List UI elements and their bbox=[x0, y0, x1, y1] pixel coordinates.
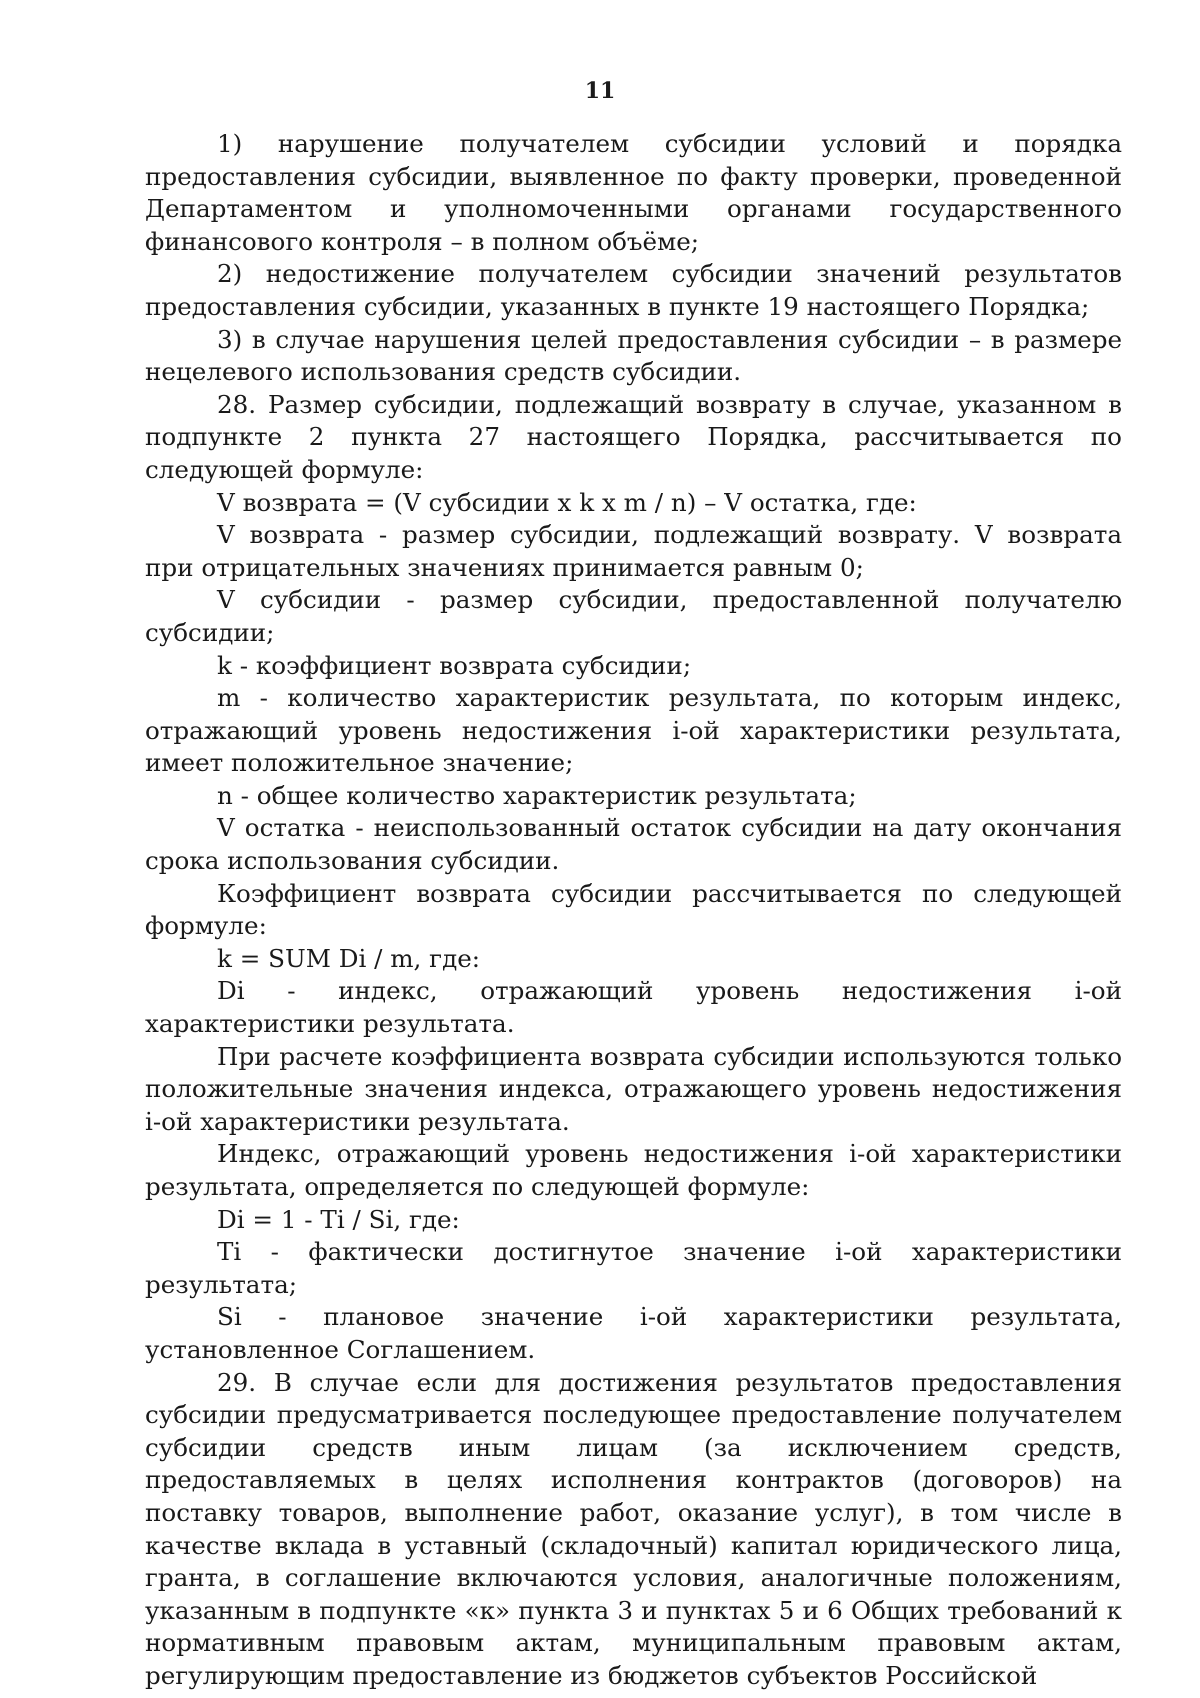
definition-m: m - количество характеристик результата, по которым индекс, отражающий уровень недостижения i-ой характеристики результата, имеет положительное значение; bbox=[145, 683, 1122, 778]
paragraph-item-1-violation: 1) нарушение получателем субсидии условий и порядка предоставления субсидии, выявленное по факту проверки, проведенной Департаментом и уполномоченными органами государственного финансового контроля – в полном объёме; bbox=[145, 129, 1122, 256]
page-number: 11 bbox=[584, 78, 616, 104]
formula-k: k = SUM Di / m, где: bbox=[217, 943, 481, 973]
paragraph-coefficient-intro: Коэффициент возврата субсидии рассчитывается по следующей формуле: bbox=[145, 878, 1122, 941]
paragraph-positive-values: При расчете коэффициента возврата субсидии используются только положительные значения индекса, отражающего уровень недостижения i-ой характеристики результата. bbox=[145, 1041, 1122, 1136]
paragraph-item-3-misuse: 3) в случае нарушения целей предоставления субсидии – в размере нецелевого использования средств субсидии. bbox=[145, 324, 1122, 387]
paragraph-item-2-non-achievement: 2) недостижение получателем субсидии значений результатов предоставления субсидии, указанных в пункте 19 настоящего Порядка; bbox=[145, 259, 1122, 321]
paragraph-clause-28: 28. Размер субсидии, подлежащий возврату в случае, указанном в подпункте 2 пункта 27 настоящего Порядка, рассчитывается по следующей формуле: bbox=[145, 389, 1122, 484]
document-body bbox=[145, 128, 1122, 1693]
definition-ti: Ti - фактически достигнутое значение i-ой характеристики результата; bbox=[145, 1237, 1122, 1299]
paragraph-index-intro: Индекс, отражающий уровень недостижения i-ой характеристики результата, определяется по следующей формуле: bbox=[145, 1139, 1122, 1201]
definition-n: n - общее количество характеристик результата; bbox=[217, 780, 857, 810]
definition-di: Di - индекс, отражающий уровень недостижения i-ой характеристики результата. bbox=[145, 976, 1122, 1039]
paragraph-clause-29: 29. В случае если для достижения результатов предоставления субсидии предусматривается последующее предоставление получателем субсидии средств иным лицам (за исключением средств, предоставляемых в целях исполнения контрактов (договоров) на поставку товаров, выполнение работ, оказание услуг), в том числе в качестве вклада в уставный (складочный) капитал юридического лица, гранта, в соглашение включаются условия, аналогичные положениям, указанным в подпункте «к» пункта 3 и пунктах 5 и 6 Общих требований к нормативным правовым актам, муниципальным правовым актам, регулирующим предоставление из бюджетов субъектов Российской bbox=[145, 1367, 1122, 1690]
formula-di: Di = 1 - Ti / Si, где: bbox=[217, 1204, 460, 1234]
definition-v-return: V возврата - размер субсидии, подлежащий возврату. V возврата при отрицательных значениях принимается равным 0; bbox=[145, 520, 1122, 582]
definition-v-subsidy: V субсидии - размер субсидии, предоставленной получателю субсидии; bbox=[145, 585, 1122, 647]
definition-v-remainder: V остатка - неиспользованный остаток субсидии на дату окончания срока использования субсидии. bbox=[145, 813, 1122, 876]
formula-v-return: V возврата = (V субсидии x k x m / n) – V остатка, где: bbox=[217, 487, 917, 517]
definition-k: k - коэффициент возврата субсидии; bbox=[217, 650, 692, 680]
definition-si: Si - плановое значение i-ой характеристики результата, установленное Соглашением. bbox=[145, 1302, 1122, 1364]
